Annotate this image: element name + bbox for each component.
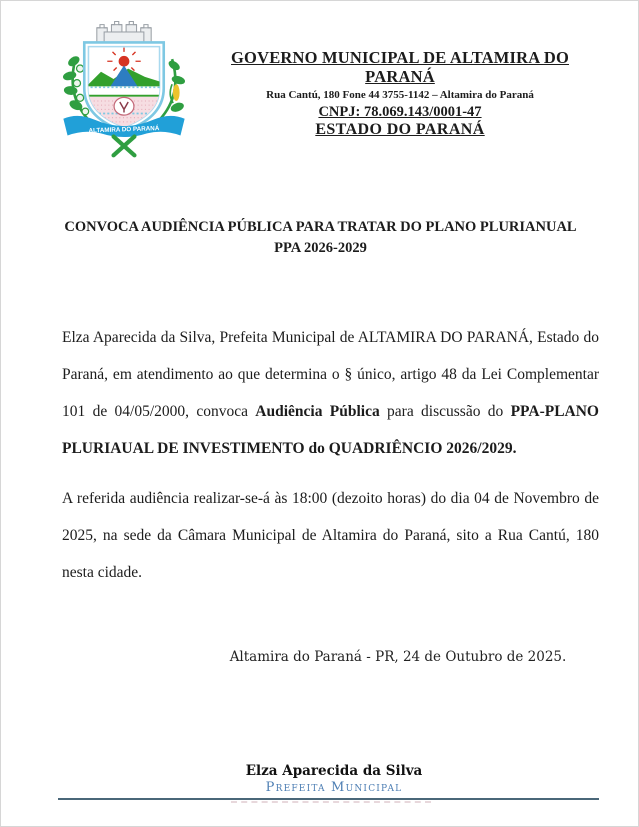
ribbon-banner-text: ALTAMIRA DO PARANÁ xyxy=(88,125,160,135)
document-body xyxy=(62,319,599,591)
paragraph-schedule: A referida audiência realizar-se-á às 18:00 (dezoito horas) do dia 04 de Novembro de 2025, na sede da Câmara Municipal de Altamira do Paraná, sito a Rua Cantú, 180 nesta cidade. xyxy=(62,490,599,581)
place-date-line: Altamira do Paraná - PR, 24 de Outubro de 2025. xyxy=(229,649,567,665)
coat-of-arms-icon xyxy=(55,19,193,161)
paragraph-convocation: Elza Aparecida da Silva, Prefeita Municipal de ALTAMIRA DO PARANÁ, Estado do Paraná, em atendimento ao que determina o § único, artigo 48 da Lei Complementar 101 de 04/05/2000, convoca Audiência Pública para discussão do PPA-PLANO PLURIAUAL DE INVESTIMENTO do QUADRIÊNCIO 2026/2029. xyxy=(62,329,599,457)
crossed-stems-icon xyxy=(114,137,135,156)
document-title-line2: PPA 2026-2029 xyxy=(274,240,367,257)
mural-crown-icon xyxy=(97,22,151,43)
signature-block xyxy=(28,763,639,795)
government-title: GOVERNO MUNICIPAL DE ALTAMIRA DO PARANÁ xyxy=(231,48,569,86)
shield-emblem-icon xyxy=(114,97,134,115)
municipal-coat-of-arms-logo xyxy=(55,19,193,161)
shield-icon xyxy=(84,42,163,131)
cnpj-line: CNPJ: 78.069.143/0001-47 xyxy=(318,103,482,120)
signature-dashed-line xyxy=(231,801,431,803)
letterhead xyxy=(201,49,599,140)
signer-role: Prefeita Municipal xyxy=(265,780,403,795)
footer-rule xyxy=(58,798,599,800)
document-title xyxy=(41,217,600,259)
address-line: Rua Cantú, 180 Fone 44 3755-1142 – Altamira do Paraná xyxy=(266,88,534,101)
document-title-line1: CONVOCA AUDIÊNCIA PÚBLICA PARA TRATAR DO PLANO PLURIANUAL xyxy=(64,219,577,235)
state-line: ESTADO DO PARANÁ xyxy=(315,121,485,139)
signer-name: Elza Aparecida da Silva xyxy=(245,763,423,779)
